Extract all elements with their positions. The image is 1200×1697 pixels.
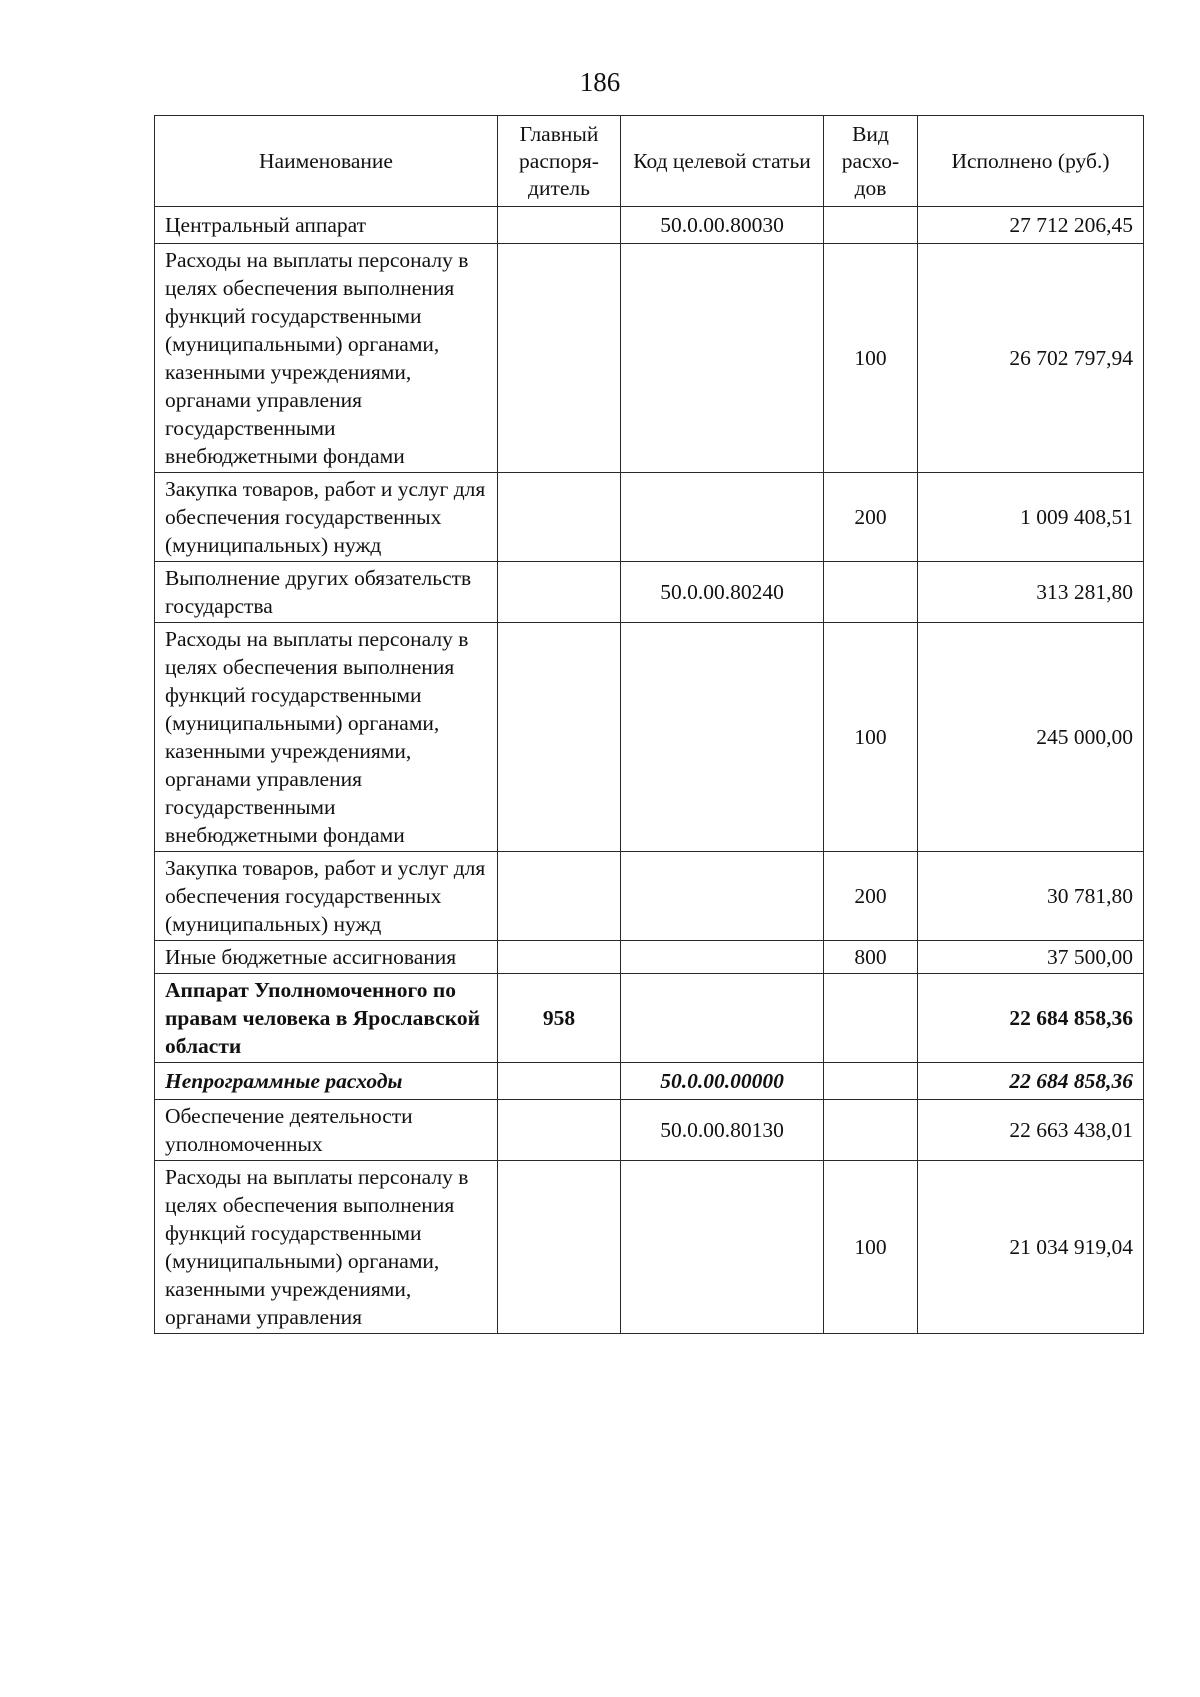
row-name: Расходы на выплаты персоналу в целях обеспечения выполнения функций государственными (муниципальными) органами, казенными учреждениями, органами управления государственными внебюджетными фондами [155,623,498,852]
row-name: Закупка товаров, работ и услуг для обеспечения государственных (муниципальных) нужд [155,473,498,562]
row-manager: 958 [498,974,621,1063]
row-kind: 100 [824,244,918,473]
row-code [621,1161,824,1334]
row-sum: 22 684 858,36 [918,974,1144,1063]
table-row [155,1161,1144,1334]
row-code [621,623,824,852]
row-code: 50.0.00.80130 [621,1100,824,1161]
table-row [155,207,1144,244]
table-row-department [155,974,1144,1063]
row-code: 50.0.00.80030 [621,207,824,244]
table-header-row [155,116,1144,207]
row-sum: 22 684 858,36 [918,1063,1144,1100]
row-sum: 1 009 408,51 [918,473,1144,562]
row-code [621,244,824,473]
row-manager [498,562,621,623]
row-name: Центральный аппарат [155,207,498,244]
table-row [155,1100,1144,1161]
row-manager [498,244,621,473]
header-kind: Вид расхо-дов [824,116,918,207]
row-manager [498,623,621,852]
row-name: Аппарат Уполномоченного по правам человека в Ярославской области [155,974,498,1063]
row-manager [498,473,621,562]
row-kind [824,1063,918,1100]
row-sum: 30 781,80 [918,852,1144,941]
table-row [155,244,1144,473]
table-row [155,941,1144,974]
row-kind [824,974,918,1063]
row-kind: 800 [824,941,918,974]
header-code: Код целевой статьи [621,116,824,207]
row-sum: 37 500,00 [918,941,1144,974]
row-manager [498,852,621,941]
row-sum: 21 034 919,04 [918,1161,1144,1334]
row-manager [498,1063,621,1100]
page-number: 186 [579,67,621,97]
row-code [621,473,824,562]
row-name: Иные бюджетные ассигнования [155,941,498,974]
row-name: Выполнение других обязательств государства [155,562,498,623]
table-row [155,623,1144,852]
row-kind: 200 [824,852,918,941]
row-name: Обеспечение деятельности уполномоченных [155,1100,498,1161]
header-name: Наименование [155,116,498,207]
row-manager [498,941,621,974]
row-kind [824,562,918,623]
row-manager [498,1100,621,1161]
row-name: Расходы на выплаты персоналу в целях обеспечения выполнения функций государственными (муниципальными) органами, казенными учреждениями, органами управления [155,1161,498,1334]
row-manager [498,1161,621,1334]
row-sum: 27 712 206,45 [918,207,1144,244]
table-row [155,473,1144,562]
table-row [155,562,1144,623]
row-kind: 100 [824,1161,918,1334]
row-name: Непрограммные расходы [155,1063,498,1100]
row-code [621,974,824,1063]
table-row [155,852,1144,941]
row-code: 50.0.00.80240 [621,562,824,623]
row-name: Расходы на выплаты персоналу в целях обеспечения выполнения функций государственными (муниципальными) органами, казенными учреждениями, органами управления государственными внебюджетными фондами [155,244,498,473]
row-sum: 313 281,80 [918,562,1144,623]
header-manager: Главный распоря-дитель [498,116,621,207]
row-code [621,941,824,974]
row-kind: 100 [824,623,918,852]
row-kind [824,1100,918,1161]
table-row-program [155,1063,1144,1100]
budget-execution-table [154,115,1144,1334]
row-manager [498,207,621,244]
header-sum: Исполнено (руб.) [918,116,1144,207]
row-code [621,852,824,941]
row-code: 50.0.00.00000 [621,1063,824,1100]
row-kind [824,207,918,244]
row-sum: 26 702 797,94 [918,244,1144,473]
row-sum: 245 000,00 [918,623,1144,852]
row-sum: 22 663 438,01 [918,1100,1144,1161]
row-name: Закупка товаров, работ и услуг для обеспечения государственных (муниципальных) нужд [155,852,498,941]
row-kind: 200 [824,473,918,562]
